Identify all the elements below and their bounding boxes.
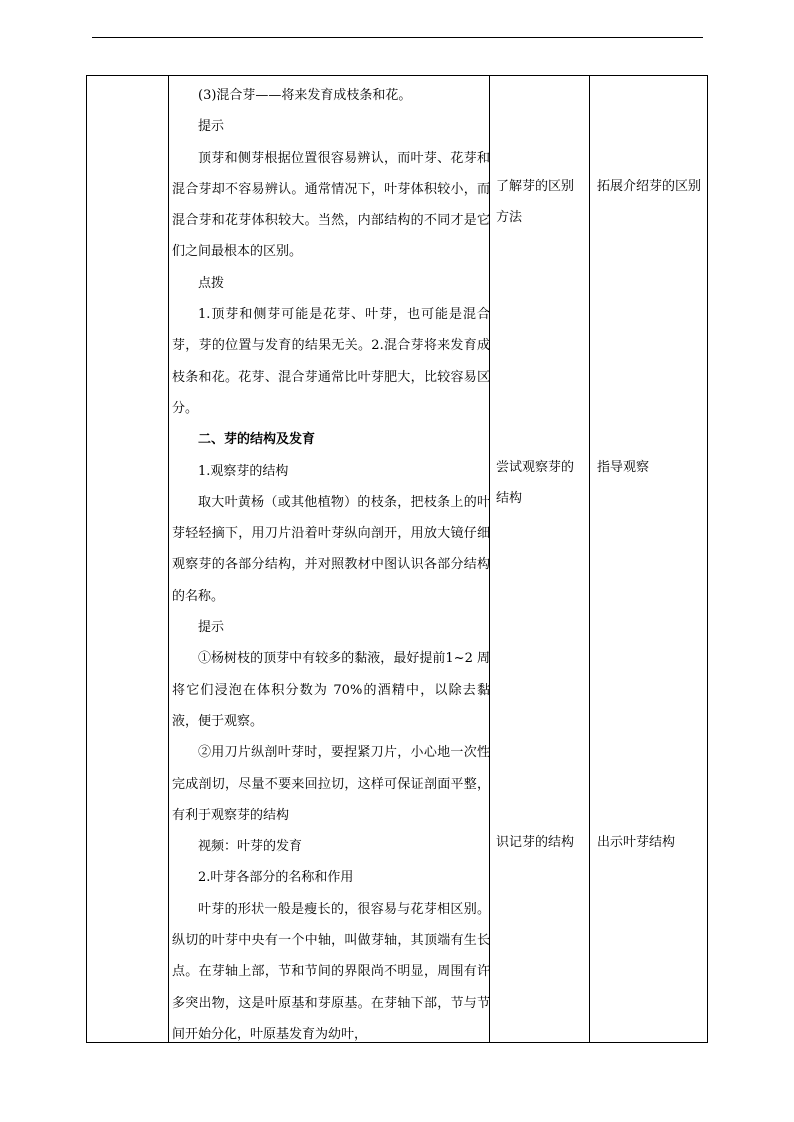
content-paragraph: 叶芽的形状一般是瘦长的，很容易与花芽相区别。纵切的叶芽中央有一个中轴，叫做芽轴，其顶端有生长点。在芽轴上部，节和节间的界限尚不明显，周围有许多突出物，这是叶原基和芽原基。在芽轴下部，节与节间开始分化，叶原基发育为幼叶， (172, 901, 490, 1042)
tip-heading: 提示 (198, 119, 225, 135)
subsection-heading: 2.叶芽各部分的名称和作用 (198, 870, 354, 886)
teacher-activity: 拓展介绍芽的区别 (597, 179, 702, 194)
column-divider (589, 76, 590, 1042)
content-paragraph: 1.顶芽和侧芽可能是花芽、叶芽，也可能是混合芽，芽的位置与发育的结果无关。2.混合芽将来发育成枝条和花。花芽、混合芽通常比叶芽肥大，比较容易区分。 (172, 307, 490, 416)
student-activity: 识记芽的结构 (496, 835, 575, 850)
content-paragraph: 顶芽和侧芽根据位置很容易辨认，而叶芽、花芽和混合芽却不容易辨认。通常情况下，叶芽体积较小，而混合芽和花芽体积较大。当然，内部结构的不同才是它们之间最根本的区别。 (172, 150, 490, 260)
content-paragraph: (3)混合芽——将来发育成枝条和花。 (198, 88, 412, 103)
content-paragraph: ①杨树枝的顶芽中有较多的黏液，最好提前1~2 周将它们浸泡在体积分数为 70%的酒精中，以除去黏液，便于观察。 (172, 651, 490, 729)
guidance-heading: 点拨 (198, 275, 225, 291)
section-heading: 二、芽的结构及发育 (198, 432, 316, 448)
lesson-table (86, 75, 708, 1043)
teaching-content-column (172, 80, 490, 1050)
subsection-heading: 1.观察芽的结构 (198, 463, 289, 479)
teacher-activity: 指导观察 (597, 460, 650, 475)
content-paragraph: 取大叶黄杨（或其他植物）的枝条，把枝条上的叶芽轻轻摘下，用刀片沿着叶芽纵向剖开，用放大镜仔细观察芽的各部分结构，并对照教材中图认识各部分结构的名称。 (172, 494, 490, 604)
column-divider (168, 76, 169, 1042)
tip-heading: 提示 (198, 620, 225, 636)
student-activity: 了解芽的区别方法 (496, 179, 575, 226)
video-label: 视频：叶芽的发育 (198, 839, 303, 855)
student-activity: 尝试观察芽的结构 (496, 460, 575, 507)
teacher-activity: 出示叶芽结构 (597, 835, 676, 850)
header-rule (92, 37, 703, 38)
content-paragraph: ②用刀片纵剖叶芽时，要捏紧刀片，小心地一次性完成剖切，尽量不要来回拉切，这样可保证剖面平整，有利于观察芽的结构 (172, 745, 490, 823)
